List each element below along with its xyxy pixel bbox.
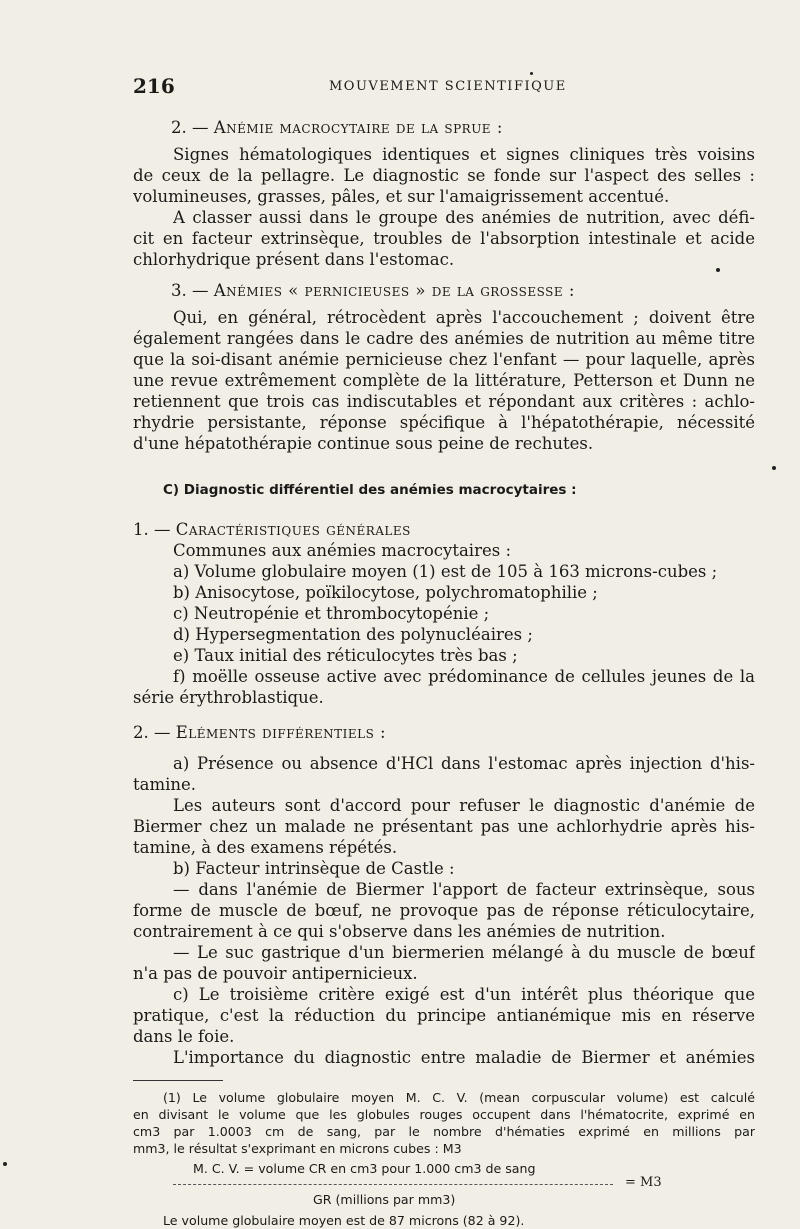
list-item: d) Hypersegmentation des polynucléaires ;: [173, 625, 533, 644]
page-number: 216: [133, 74, 175, 98]
paragraph-line: chlorhydrique présent dans l'estomac.: [133, 250, 455, 269]
paragraph-line: de ceux de la pellagre. Le diagnostic se fonde sur l'aspect des selles :: [133, 166, 755, 185]
paragraph-line: d'une hépatothérapie continue sous peine de rechutes.: [133, 434, 594, 453]
paragraph-line: cit en facteur extrinsèque, troubles de l'absorption intestinale et acide: [133, 229, 755, 248]
heading-number: 1. —: [133, 520, 171, 539]
paragraph-line: également rangées dans le cadre des anémies de nutrition au même titre: [133, 329, 755, 348]
print-speck: [3, 1162, 7, 1166]
footnote-line: cm3 par 1.0003 cm de sang, par le nombre d'hématies exprimé en millions par: [133, 1124, 755, 1139]
list-item: f) moëlle osseuse active avec prédominance de cellules jeunes de la: [173, 667, 755, 686]
paragraph-line: rhydrie persistante, réponse spécifique à l'hépatothérapie, nécessité: [133, 413, 755, 432]
paragraph-line: Biermer chez un malade ne présentant pas une achlorhydrie après his-: [133, 817, 755, 836]
heading-number: 2. —: [133, 723, 171, 742]
paragraph-line: contrairement à ce qui s'observe dans les anémies de nutrition.: [133, 922, 666, 941]
list-item-continuation: série érythroblastique.: [133, 688, 324, 707]
heading-number: 3. —: [171, 281, 209, 300]
list-item: a) Volume globulaire moyen (1) est de 105 à 163 microns-cubes ;: [173, 562, 718, 581]
formula-fraction: [173, 1177, 755, 1191]
subsection-heading-elements: [133, 722, 755, 743]
formula-numerator: M. C. V. = volume CR en cm3 pour 1.000 cm3 de sang: [193, 1161, 536, 1176]
paragraph-line: — dans l'anémie de Biermer l'apport de facteur extrinsèque, sous: [173, 880, 755, 899]
list-item: c) Neutropénie et thrombocytopénie ;: [173, 604, 490, 623]
print-speck: [530, 72, 533, 75]
heading-text: Anémies « pernicieuses » de la grossesse :: [213, 281, 575, 300]
heading-text: Caractéristiques générales: [175, 520, 411, 539]
print-speck: [772, 466, 776, 470]
page-body: [133, 117, 755, 1229]
page-header: [133, 74, 763, 102]
paragraph-line: Qui, en général, rétrocèdent après l'accouchement ; doivent être: [173, 308, 755, 327]
paragraph-line: b) Facteur intrinsèque de Castle :: [173, 859, 455, 878]
section-heading-grossesse: [133, 280, 755, 301]
paragraph-line: tamine, à des examens répétés.: [133, 838, 398, 857]
paragraph-line: pratique, c'est la réduction du principe antianémique mis en réserve: [133, 1006, 755, 1025]
list-item: e) Taux initial des réticulocytes très bas ;: [173, 646, 518, 665]
formula-equals: = M3: [625, 1175, 662, 1190]
paragraph-line: forme de muscle de bœuf, ne provoque pas de réponse réticulocytaire,: [133, 901, 755, 920]
print-speck: [716, 268, 720, 272]
footnote-line: mm3, le résultat s'exprimant en microns cubes : M3: [133, 1141, 462, 1156]
list-item: b) Anisocytose, poïkilocytose, polychromatophilie ;: [173, 583, 598, 602]
paragraph-line: c) Le troisième critère exigé est d'un intérêt plus théorique que: [173, 985, 755, 1004]
paragraph-line: une revue extrêmement complète de la littérature, Petterson et Dunn ne: [133, 371, 755, 390]
section-heading-sprue: [133, 117, 755, 138]
paragraph-line: a) Présence ou absence d'HCl dans l'estomac après injection d'his-: [173, 754, 755, 773]
paragraph-line: — Le suc gastrique d'un biermerien mélangé à du muscle de bœuf: [173, 943, 755, 962]
paragraph-line: Les auteurs sont d'accord pour refuser le diagnostic d'anémie de: [173, 796, 755, 815]
footnote-rule: [133, 1080, 223, 1081]
paragraph-line: Signes hématologiques identiques et signes cliniques très voisins: [173, 145, 755, 164]
paragraph-line: dans le foie.: [133, 1027, 235, 1046]
paragraph-line: retiennent que trois cas indiscutables et répondant aux critères : achlo-: [133, 392, 755, 411]
footnote-line: (1) Le volume globulaire moyen M. C. V. (mean corpuscular volume) est calculé: [163, 1090, 755, 1105]
footnote-conclusion: Le volume globulaire moyen est de 87 microns (82 à 92).: [163, 1213, 525, 1228]
heading-text: Eléments différentiels :: [175, 723, 387, 742]
paragraph-line: L'importance du diagnostic entre maladie de Biermer et anémies: [173, 1048, 755, 1067]
formula-denominator: GR (millions par mm3): [313, 1192, 456, 1207]
fraction-line: [173, 1184, 613, 1185]
running-title: MOUVEMENT SCIENTIFIQUE: [329, 79, 567, 94]
heading-number: 2. —: [171, 118, 209, 137]
paragraph-line: tamine.: [133, 775, 197, 794]
paragraph-line: que la soi-disant anémie pernicieuse chez l'enfant — pour laquelle, après: [133, 350, 755, 369]
paragraph-line: volumineuses, grasses, pâles, et sur l'amaigrissement accentué.: [133, 187, 670, 206]
footnote-line: en divisant le volume que les globules rouges occupent dans l'hématocrite, exprimé en: [133, 1107, 755, 1122]
section-title-diagnostic: C) Diagnostic différentiel des anémies macrocytaires :: [163, 482, 577, 498]
paragraph-line: n'a pas de pouvoir antipernicieux.: [133, 964, 418, 983]
subsection-heading-caracteristiques: [133, 519, 755, 540]
heading-text: Anémie macrocytaire de la sprue :: [213, 118, 503, 137]
paragraph-line: A classer aussi dans le groupe des anémies de nutrition, avec défi-: [173, 208, 755, 227]
list-intro: Communes aux anémies macrocytaires :: [173, 541, 512, 560]
